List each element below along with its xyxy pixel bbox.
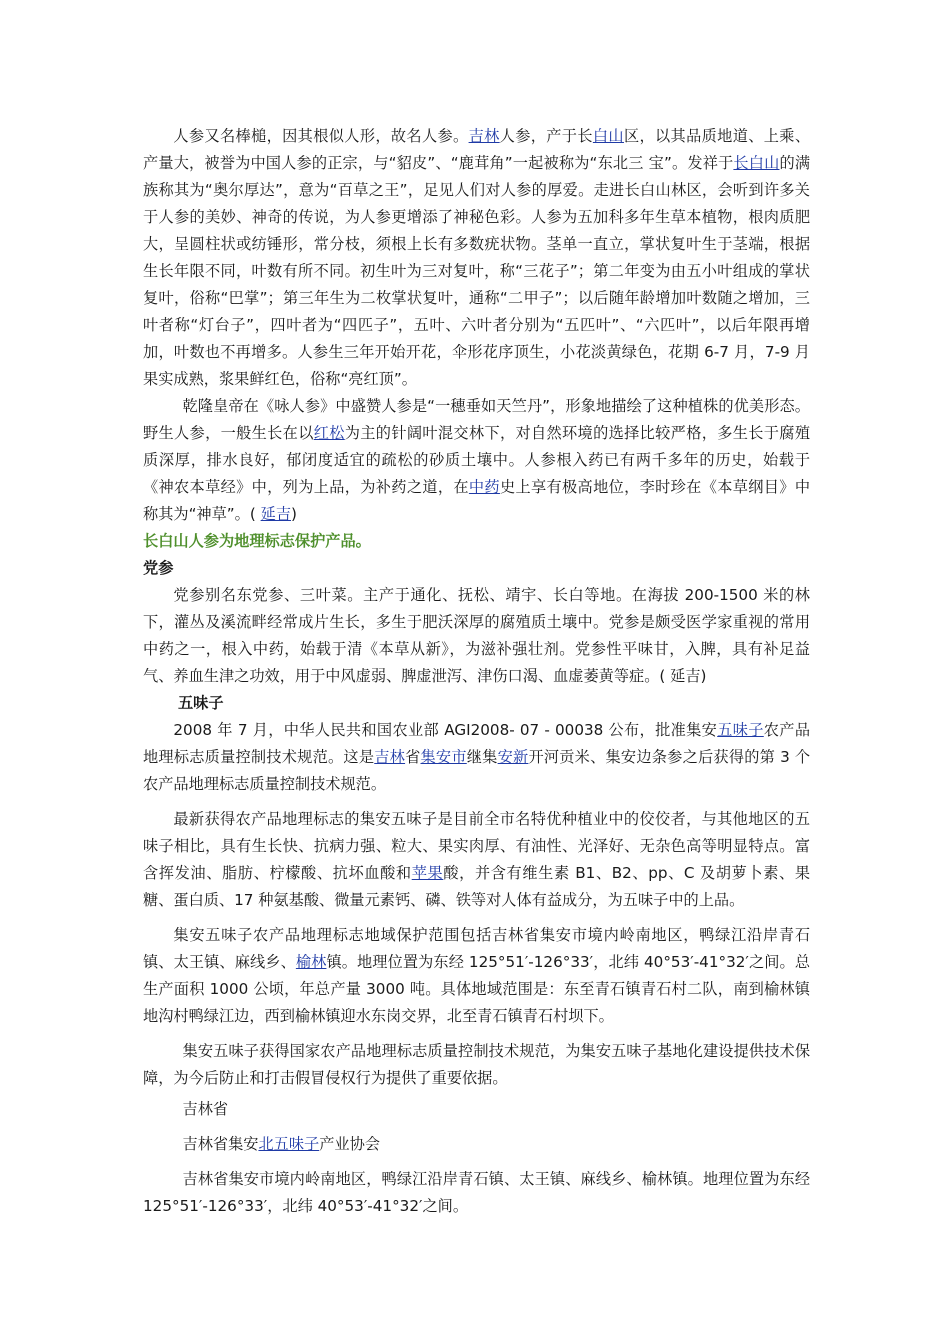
dangshen-paragraph: 党参别名东党参、三叶菜。主产于通化、抚松、靖宇、长白等地。在海拔 200-1500 米的林下，灌丛及溪流畔经常成片生长，多生于肥沃深厚的腐殖质土壤中。党参是颇受医学家重视的常用中药之一，根入中药，始载于清《本草从新》，为滋补强壮剂。党参性平味甘，入脾，具有补足益气、养血生津之功效，用于中风虚弱、脾虚泄泻、津伤口渴、血虚萎黄等症。( 延吉) <box>143 586 810 685</box>
ginseng-paragraph <box>143 123 810 393</box>
text-run: 继集 <box>466 748 498 766</box>
link-jilin[interactable]: 吉林 <box>468 127 500 145</box>
link-anxin[interactable]: 安新 <box>497 748 529 766</box>
association-line <box>143 1131 810 1158</box>
document-body <box>143 123 810 1220</box>
text-run: 最新获得农产品地理标志的集安五味子是目前全市名特优种植业中的佼佼者，与其他地区的五味子相比，具有生长快、抗病力强、粒大、果实肉厚、有油性、光泽好、无杂色高等明显特点。富含挥发油、脂肪、柠檬酸、抗坏血酸和 <box>143 810 810 882</box>
wuweizi-announcement-paragraph <box>143 717 810 798</box>
link-jian-city[interactable]: 集安市 <box>420 748 467 766</box>
text-run: 区，以其品质地道、上乘、产量大，被誉为中国人参的正宗，与“貂皮”、“鹿茸角”一起被称为“东北三 宝”。发祥于 <box>143 127 811 172</box>
link-jilin-province[interactable]: 吉林 <box>374 748 406 766</box>
text-run: 乾隆皇帝在《咏人参》中盛赞人参是“一穗垂如天竺丹”，形象地描绘了这种植株的优美形态。野生人参，一般生长在以 <box>143 397 810 442</box>
text-run: 农产品地理标志质量控制技术规范。这是 <box>143 721 811 766</box>
qianlong-paragraph <box>143 393 810 528</box>
link-yulin[interactable]: 榆林 <box>295 953 327 971</box>
location-paragraph: 吉林省集安市境内岭南地区，鸭绿江沿岸青石镇、太王镇、麻线乡、榆林镇。地理位置为东经 125°51′-126°33′，北纬 40°53′-41°32′之间。 <box>143 1170 810 1215</box>
text-run: 吉林省集安 <box>182 1135 259 1153</box>
text-run: 人参，产于长 <box>499 127 593 145</box>
protected-product-subtitle: 长白山人参为地理标志保护产品。 <box>143 532 371 550</box>
link-hongsong[interactable]: 红松 <box>313 424 345 442</box>
text-run: 集安五味子农产品地理标志地域保护范围包括吉林省集安市境内岭南地区，鸭绿江沿岸青石镇、太王镇、麻线乡、 <box>143 926 810 971</box>
text-run: 开河贡米、集安边条参之后获得的第 3 个农产品地理标志质量控制技术规范。 <box>143 748 811 793</box>
wuweizi-heading: 五味子 <box>177 694 224 712</box>
text-run: 史上享有极高地位，李时珍在《本草纲目》中称其为“神草”。( <box>143 478 811 523</box>
link-yanji[interactable]: 延吉 <box>260 505 291 523</box>
text-run: 镇。地理位置为东经 125°51′-126°33′，北纬 40°53′-41°32′之间。总生产面积 1000 公顷，年总产量 3000 吨。具体地域范围是：东至青石镇青石村二队，南到榆林镇地沟村鸭绿江边，西到榆林镇迎水东岗交界，北至青石镇青石村坝下。 <box>143 953 811 1025</box>
link-baishan[interactable]: 白山 <box>592 127 624 145</box>
link-apple[interactable]: 苹果 <box>411 864 444 882</box>
wuweizi-standard-paragraph: 集安五味子获得国家农产品地理标志质量控制技术规范，为集安五味子基地化建设提供技术保障，为今后防止和打击假冒侵权行为提供了重要依据。 <box>143 1042 810 1087</box>
text-run: 产业协会 <box>319 1135 380 1153</box>
link-wuweizi[interactable]: 五味子 <box>717 721 764 739</box>
wuweizi-features-paragraph <box>143 806 810 914</box>
link-bei-wuweizi[interactable]: 北五味子 <box>258 1135 320 1153</box>
province-line: 吉林省 <box>182 1100 229 1118</box>
text-run: ) <box>291 505 297 523</box>
text-run: 2008 年 7 月，中华人民共和国农业部 AGI2008- 07 - 00038 公布，批准集安 <box>173 721 718 739</box>
text-run: 为主的针阔叶混交林下，对自然环境的选择比较严格，多生长于腐殖质深厚，排水良好，郁闭度适宜的疏松的砂质土壤中。人参根入药已有两千多年的历史，始载于《神农本草经》中，列为上品，为补药之道，在 <box>143 424 811 496</box>
dangshen-heading: 党参 <box>143 559 174 577</box>
text-run: 的满族称其为“奥尔厚达”，意为“百草之王”，足见人们对人参的厚爱。走进长白山林区，会听到许多关于人参的美妙、神奇的传说，为人参更增添了神秘色彩。人参为五加科多年生草本植物，根肉质肥大，呈圆柱状或纺锤形，常分枝，须根上长有多数疣状物。茎单一直立，掌状复叶生于茎端，根据生长年限不同，叶数有所不同。初生叶为三对复叶，称“三花子”；第二年变为由五小叶组成的掌状复叶，俗称“巴掌”；第三年生为二枚掌状复叶，通称“二甲子”；以后随年龄增加叶数随之增加，三叶者称“灯台子”，四叶者为“四匹子”，五叶、六叶者分别为“五匹叶”、“六匹叶”，以后年限再增加，叶数也不再增多。人参生三年开始开花，伞形花序顶生，小花淡黄绿色，花期 6-7 月，7-9 月果实成熟，浆果鲜红色，俗称“亮红顶”。 <box>143 154 811 388</box>
link-changbaishan[interactable]: 长白山 <box>733 154 780 172</box>
text-run: 酸，并含有维生素 B1、B2、pp、C 及胡萝卜素、果糖、蛋白质、17 种氨基酸、微量元素钙、磷、铁等对人体有益成分，为五味子中的上品。 <box>143 864 811 909</box>
text-run: 人参又名棒槌，因其根似人形，故名人参。 <box>173 127 469 145</box>
link-zhongyao[interactable]: 中药 <box>468 478 500 496</box>
wuweizi-region-paragraph <box>143 922 810 1030</box>
text-run: 省 <box>405 748 421 766</box>
